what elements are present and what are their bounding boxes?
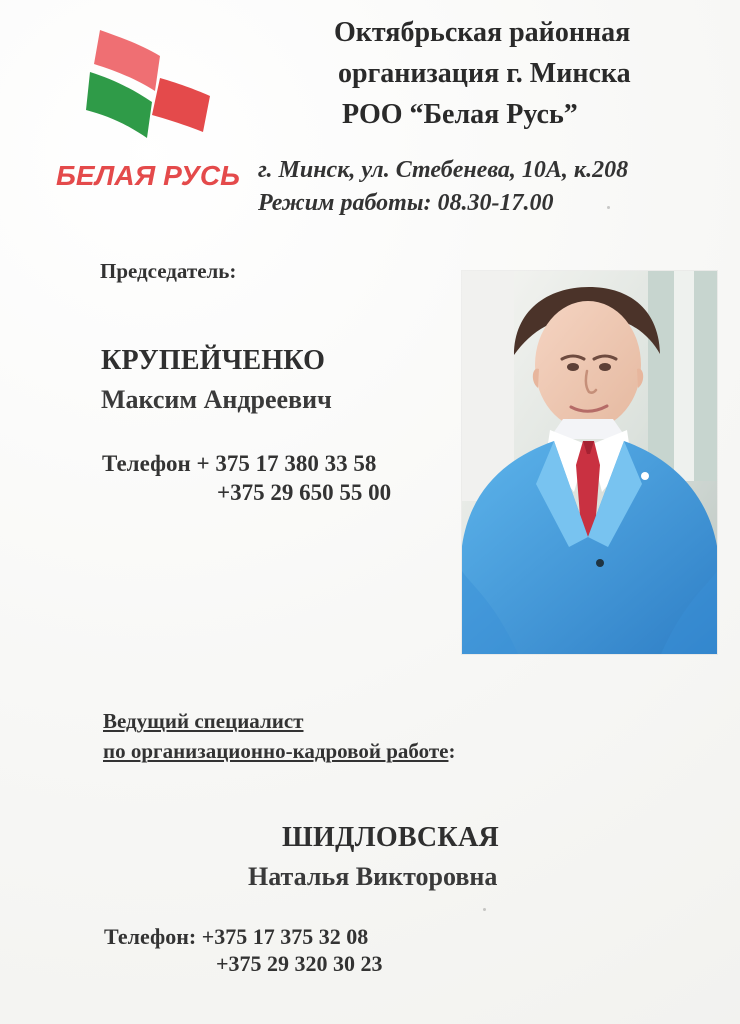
chairman-phone-line-1: Телефон + 375 17 380 33 58 [102, 451, 377, 476]
specialist-label-line-2-main: по организационно-кадровой работе [103, 739, 449, 763]
specialist-phone-line-1: Телефон: +375 17 375 32 08 [104, 924, 369, 949]
portrait-photo [462, 271, 717, 654]
organization-logo [52, 18, 252, 198]
scan-speck [483, 908, 486, 911]
scan-speck [607, 206, 610, 209]
chairman-name: Максим Андреевич [101, 385, 332, 414]
specialist-surname: ШИДЛОВСКАЯ [282, 822, 500, 853]
chairman-photo [462, 271, 717, 654]
chairman-surname: КРУПЕЙЧЕНКО [101, 345, 326, 376]
specialist-phone-line-2: +375 29 320 30 23 [216, 951, 383, 976]
logo-graphic [52, 18, 252, 198]
organization-title [334, 12, 724, 135]
organization-title-line: Октябрьская районная [334, 17, 631, 48]
specialist-label-line-1: Ведущий специалист [103, 709, 304, 733]
organization-title-line: организация г. Минска [338, 58, 631, 89]
logo-text: БЕЛАЯ РУСЬ [56, 160, 240, 191]
specialist-name: Наталья Викторовна [248, 862, 498, 891]
specialist-label-line-2-suffix: : [448, 739, 456, 763]
organization-title-line: РОО “Белая Русь” [342, 99, 578, 130]
chairman-phone-line-2: +375 29 650 55 00 [217, 480, 392, 505]
working-hours: Режим работы: 08.30-17.00 [258, 190, 554, 216]
chairman-label: Председатель: [100, 259, 237, 283]
specialist-label-line-2 [103, 739, 455, 764]
organization-address: г. Минск, ул. Стебенева, 10А, к.208 [258, 157, 629, 183]
